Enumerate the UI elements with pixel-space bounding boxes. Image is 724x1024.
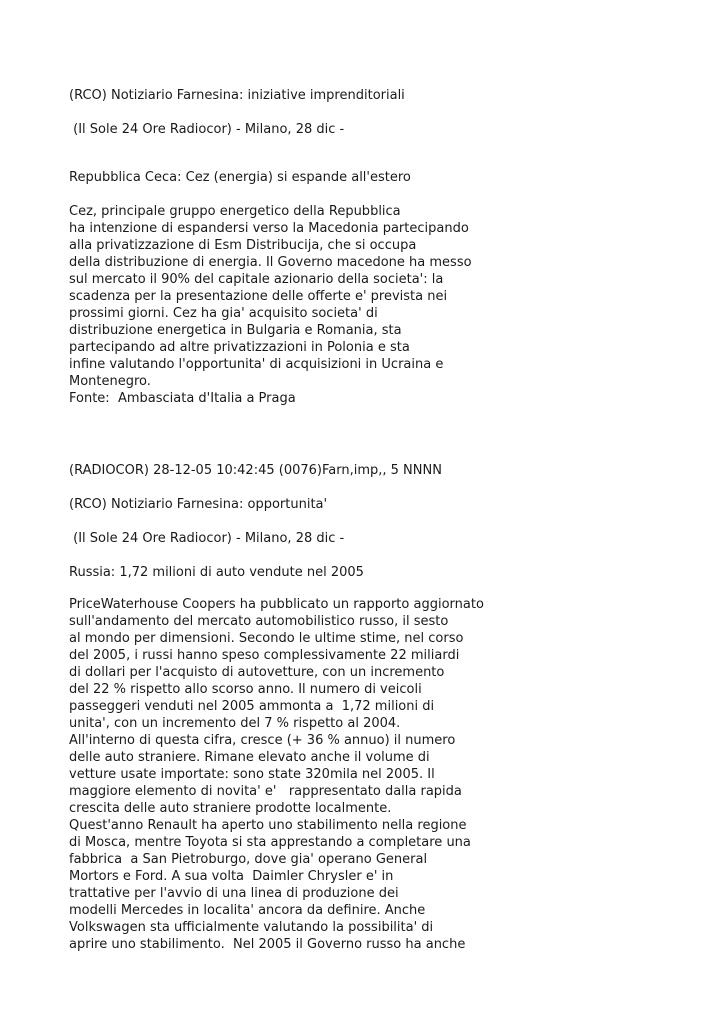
article2-body-line: maggiore elemento di novita' e' rappresentato dalla rapida — [69, 784, 462, 799]
article2-body-line: Quest'anno Renault ha aperto uno stabilimento nella regione — [69, 818, 467, 833]
article2-source: (Il Sole 24 Ore Radiocor) - Milano, 28 dic - — [69, 531, 345, 546]
article1-body-line: Cez, principale gruppo energetico della Repubblica — [69, 204, 401, 219]
article2-body-line: Volkswagen sta ufficialmente valutando la possibilita' di — [69, 920, 434, 935]
article2-body-line: PriceWaterhouse Coopers ha pubblicato un rapporto aggiornato — [69, 597, 484, 612]
article2-body-line: Mortors e Ford. A sua volta Daimler Chrysler e' in — [69, 869, 394, 884]
article1-header: (RCO) Notiziario Farnesina: iniziative imprenditoriali — [69, 88, 405, 103]
article1-body-line: infine valutando l'opportunita' di acquisizioni in Ucraina e — [69, 357, 444, 372]
article2-wire-line: (RADIOCOR) 28-12-05 10:42:45 (0076)Farn,imp,, 5 NNNN — [69, 463, 442, 478]
article2-body-line: delle auto straniere. Rimane elevato anche il volume di — [69, 750, 430, 765]
article2-body-line: aprire uno stabilimento. Nel 2005 il Governo russo ha anche — [69, 937, 466, 952]
article2-body-line: sull'andamento del mercato automobilistico russo, il sesto — [69, 614, 449, 629]
article2-body-line: crescita delle auto straniere prodotte localmente. — [69, 801, 392, 816]
article2-body-line: passeggeri venduti nel 2005 ammonta a 1,72 milioni di — [69, 699, 435, 714]
article2-body-line: di dollari per l'acquisto di autovetture, con un incremento — [69, 665, 445, 680]
article2-body-line: unita', con un incremento del 7 % rispetto al 2004. — [69, 716, 401, 731]
article1-body-line: ha intenzione di espandersi verso la Macedonia partecipando — [69, 221, 469, 236]
article2-body-line: al mondo per dimensioni. Secondo le ultime stime, nel corso — [69, 631, 464, 646]
article1-body-line: della distribuzione di energia. Il Governo macedone ha messo — [69, 255, 472, 270]
article2-body — [69, 596, 484, 953]
article2-title: Russia: 1,72 milioni di auto vendute nel 2005 — [69, 565, 364, 580]
article1-body-line: sul mercato il 90% del capitale azionario della societa': la — [69, 272, 444, 287]
article2-header: (RCO) Notiziario Farnesina: opportunita' — [69, 497, 328, 512]
article1-body-line: scadenza per la presentazione delle offerte e' prevista nei — [69, 289, 448, 304]
article2-body-line: del 2005, i russi hanno speso complessivamente 22 miliardi — [69, 648, 460, 663]
article2-body-line: fabbrica a San Pietroburgo, dove gia' operano General — [69, 852, 428, 867]
article2-body-line: vetture usate importate: sono state 320mila nel 2005. Il — [69, 767, 435, 782]
article1-body-line: Montenegro. — [69, 374, 151, 389]
article1-source: (Il Sole 24 Ore Radiocor) - Milano, 28 dic - — [69, 122, 345, 137]
article1-body — [69, 203, 472, 407]
article1-title: Repubblica Ceca: Cez (energia) si espande all'estero — [69, 170, 411, 185]
article1-body-line: distribuzione energetica in Bulgaria e Romania, sta — [69, 323, 402, 338]
article1-body-line: prossimi giorni. Cez ha gia' acquisito societa' di — [69, 306, 378, 321]
article2-body-line: trattative per l'avvio di una linea di produzione dei — [69, 886, 399, 901]
article2-body-line: All'interno di questa cifra, cresce (+ 36 % annuo) il numero — [69, 733, 456, 748]
article2-body-line: di Mosca, mentre Toyota si sta apprestando a completare una — [69, 835, 471, 850]
article1-source-credit: Fonte: Ambasciata d'Italia a Praga — [69, 391, 296, 406]
article2-body-line: del 22 % rispetto allo scorso anno. Il numero di veicoli — [69, 682, 422, 697]
article1-body-line: alla privatizzazione di Esm Distribucija, che si occupa — [69, 238, 417, 253]
article1-body-line: partecipando ad altre privatizzazioni in Polonia e sta — [69, 340, 410, 355]
article2-body-line: modelli Mercedes in localita' ancora da definire. Anche — [69, 903, 426, 918]
